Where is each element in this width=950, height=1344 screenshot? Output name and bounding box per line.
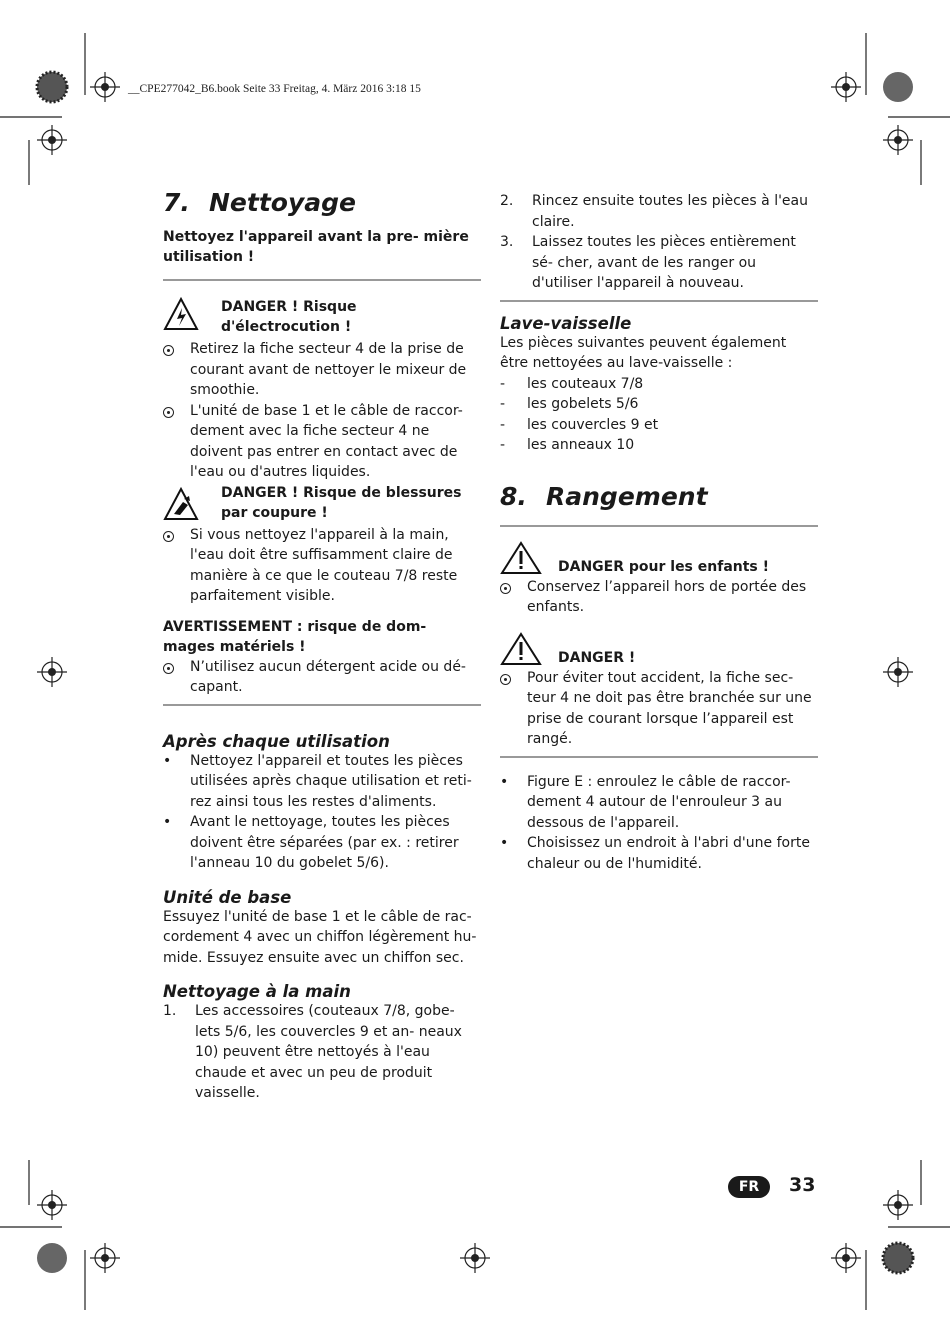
list-item bbox=[500, 577, 818, 618]
material-warning: AVERTISSEMENT : risque de dom- mages matériels ! bbox=[163, 618, 427, 655]
danger-general-list bbox=[500, 668, 818, 750]
list-item bbox=[163, 657, 481, 698]
list-item: - les anneaux 10 bbox=[500, 437, 635, 453]
list-item: • Avant le nettoyage, toutes les pièces doivent être séparées (par ex. : retirer l'anneau 10 du gobelet 5/6). bbox=[163, 814, 459, 871]
page-number: 33 bbox=[789, 1174, 816, 1196]
language-badge: FR bbox=[728, 1176, 770, 1198]
item-text: N’utilisez aucun détergent acide ou dé- capant. bbox=[190, 658, 466, 695]
item-text: Nettoyez l'appareil et toutes les pièces utilisées après chaque utilisation et reti- rez ainsi tous les restes d'aliments. bbox=[190, 752, 472, 810]
circle-bullet-icon bbox=[163, 663, 174, 674]
item-text: les couteaux 7/8 bbox=[527, 375, 644, 392]
item-text: Laissez toutes les pièces entièrement sé- cher, avant de les ranger ou d'utiliser l'appareil à nouveau. bbox=[532, 234, 796, 291]
warning-icon bbox=[500, 632, 542, 666]
section-7-heading bbox=[163, 188, 481, 217]
item-text: les couvercles 9 et bbox=[527, 416, 659, 433]
hand-wash-list-continued bbox=[500, 191, 818, 294]
list-item bbox=[163, 401, 481, 483]
base-unit-heading: Unité de base bbox=[163, 887, 292, 907]
danger-general-text: DANGER ! bbox=[558, 649, 636, 666]
danger-line-1: DANGER ! Risque bbox=[221, 299, 357, 315]
item-text: Rincez ensuite toutes les pièces à l'eau claire. bbox=[532, 193, 808, 230]
list-item: - les couvercles 9 et bbox=[500, 416, 659, 433]
item-text: Les accessoires (couteaux 7/8, gobe- lets 5/6, les couvercles 9 et an- neaux 10) peuvent être nettoyés à l'eau chaude et avec un peu de produit vaisselle. bbox=[195, 1003, 462, 1101]
divider bbox=[500, 300, 818, 302]
list-item: • Nettoyez l'appareil et toutes les pièces utilisées après chaque utilisation et reti- rez ainsi tous les restes d'aliments. bbox=[163, 752, 472, 810]
divider bbox=[163, 704, 481, 706]
base-unit-text: Essuyez l'unité de base 1 et le câble de rac- cordement 4 avec un chiffon légèrement hu- mide. Essuyez ensuite avec un chiffon sec. bbox=[163, 908, 477, 966]
list-item: - les couteaux 7/8 bbox=[500, 375, 644, 392]
list-item: 3. Laissez toutes les pièces entièrement sé- cher, avant de les ranger ou d'utiliser l'appareil à nouveau. bbox=[500, 234, 796, 291]
circle-bullet-icon bbox=[163, 407, 174, 418]
list-item: - les gobelets 5/6 bbox=[500, 396, 639, 412]
dishwasher-heading: Lave-vaisselle bbox=[500, 313, 632, 333]
item-text: Pour éviter tout accident, la fiche sec- teur 4 ne doit pas être branchée sur une prise de courant lorsque l’appareil est rangé. bbox=[527, 669, 812, 747]
section-number: 8. bbox=[500, 481, 527, 511]
divider bbox=[500, 756, 818, 758]
item-text: les anneaux 10 bbox=[527, 437, 635, 453]
cut-warning-icon bbox=[163, 487, 199, 521]
item-text: Conservez l’appareil hors de portée des enfants. bbox=[527, 578, 807, 615]
list-item bbox=[163, 525, 481, 607]
section-8-heading bbox=[500, 482, 818, 511]
list-item: • Figure E : enroulez le câble de raccor- dement 4 autour de l'enrouleur 3 au dessous de l'appareil. bbox=[500, 773, 791, 831]
circle-bullet-icon bbox=[163, 531, 174, 542]
item-text: Choisissez un endroit à l'abri d'une forte chaleur ou de l'humidité. bbox=[527, 835, 810, 872]
dishwasher-text: Les pièces suivantes peuvent également être nettoyées au lave-vaisselle : bbox=[500, 334, 787, 371]
print-header: __CPE277042_B6.book Seite 33 Freitag, 4. März 2016 3:18 15 bbox=[128, 83, 421, 95]
danger-children bbox=[500, 541, 818, 577]
danger-line-2: par coupure ! bbox=[221, 504, 328, 521]
hand-wash-heading: Nettoyage à la main bbox=[163, 982, 351, 1001]
danger-line-2: d'électrocution ! bbox=[221, 319, 352, 335]
divider bbox=[163, 279, 481, 281]
item-text: L'unité de base 1 et le câble de raccor- dement avec la fiche secteur 4 ne doivent pas entrer en contact avec de l'eau ou d'autres liquides. bbox=[190, 402, 463, 480]
danger-general bbox=[500, 632, 818, 668]
intro-note: Nettoyez l'appareil avant la pre- mière utilisation ! bbox=[163, 229, 469, 265]
item-text: les gobelets 5/6 bbox=[527, 396, 639, 412]
after-use-heading: Après chaque utilisation bbox=[163, 731, 390, 751]
children-list bbox=[500, 577, 818, 618]
hand-wash-list bbox=[163, 1001, 481, 1104]
divider bbox=[500, 525, 818, 527]
list-item bbox=[163, 339, 481, 401]
left-column bbox=[163, 188, 481, 1104]
item-text: Si vous nettoyez l'appareil à la main, l'eau doit être suffisamment claire de manière à ce que le couteau 7/8 reste parfaitement visible. bbox=[190, 526, 458, 604]
electrocution-list bbox=[163, 339, 481, 483]
circle-bullet-icon bbox=[500, 583, 511, 594]
circle-bullet-icon bbox=[163, 345, 174, 356]
right-column bbox=[500, 191, 818, 874]
storage-list bbox=[500, 772, 818, 875]
electric-warning-icon bbox=[163, 297, 199, 331]
dishwasher-list bbox=[500, 374, 818, 456]
material-warning-list bbox=[163, 657, 481, 698]
danger-children-text: DANGER pour les enfants ! bbox=[558, 558, 770, 575]
section-number: 7. bbox=[163, 188, 190, 217]
after-use-list bbox=[163, 751, 481, 874]
warning-icon bbox=[500, 541, 542, 575]
circle-bullet-icon bbox=[500, 674, 511, 685]
item-text: Figure E : enroulez le câble de raccor- dement 4 autour de l'enrouleur 3 au dessous de l'appareil. bbox=[527, 773, 791, 831]
list-item bbox=[500, 668, 818, 750]
danger-electrocution bbox=[163, 297, 481, 339]
list-item: • Choisissez un endroit à l'abri d'une forte chaleur ou de l'humidité. bbox=[500, 835, 810, 872]
item-text: Avant le nettoyage, toutes les pièces doivent être séparées (par ex. : retirer l'anneau 10 du gobelet 5/6). bbox=[190, 814, 459, 871]
section-title: Nettoyage bbox=[209, 188, 356, 217]
item-text: Retirez la fiche secteur 4 de la prise de courant avant de nettoyer le mixeur de smoothie. bbox=[190, 341, 467, 398]
cut-list bbox=[163, 525, 481, 607]
list-item: 1. Les accessoires (couteaux 7/8, gobe- lets 5/6, les couvercles 9 et an- neaux 10) peuvent être nettoyés à l'eau chaude et avec un peu de produit vaisselle. bbox=[163, 1003, 462, 1101]
danger-cut bbox=[163, 483, 481, 525]
danger-line-1: DANGER ! Risque de blessures bbox=[221, 484, 462, 501]
section-title: Rangement bbox=[546, 481, 708, 511]
list-item: 2. Rincez ensuite toutes les pièces à l'eau claire. bbox=[500, 193, 808, 230]
